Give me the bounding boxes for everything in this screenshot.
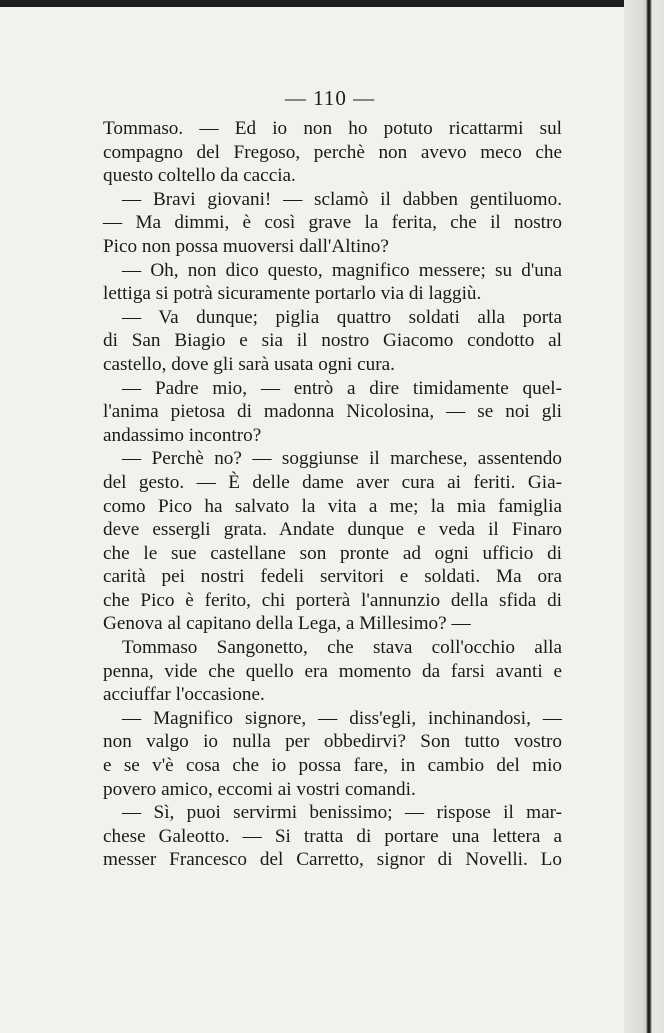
text-line: — Oh, non dico questo, magnifico messere; su d'una bbox=[122, 259, 562, 281]
text-line: Genova al capitano della Lega, a Millesimo? — bbox=[103, 613, 471, 635]
text-line: lettiga si potrà sicuramente portarlo via di laggiù. bbox=[103, 283, 482, 305]
text-line: carità pei nostri fedeli servitori e soldati. Ma ora bbox=[103, 566, 562, 588]
text-line: Tommaso. — Ed io non ho potuto ricattarmi sul bbox=[103, 118, 562, 139]
text-line: Pico non possa muoversi dall'Altino? bbox=[103, 235, 389, 257]
text-line: compagno del Fregoso, perchè non avevo meco che bbox=[103, 141, 562, 163]
text-line: — Magnifico signore, — diss'egli, inchinandosi, — bbox=[122, 707, 562, 729]
text-line: di San Biagio e sia il nostro Giacomo condotto al bbox=[103, 330, 562, 352]
scan-top-edge bbox=[0, 0, 664, 7]
text-line: como Pico ha salvato la vita a me; la mia famiglia bbox=[103, 495, 562, 517]
text-line: messer Francesco del Carretto, signor di Novelli. Lo bbox=[103, 849, 562, 871]
scan-right-edge bbox=[624, 0, 664, 1033]
text-line: che Pico è ferito, chi porterà l'annunzio della sfida di bbox=[103, 589, 562, 611]
text-line: questo coltello da caccia. bbox=[103, 165, 296, 187]
text-line: Tommaso Sangonetto, che stava coll'occhio alla bbox=[122, 637, 562, 659]
text-line: andassimo incontro? bbox=[103, 424, 262, 446]
text-line: del gesto. — È delle dame aver cura ai feriti. Gia- bbox=[103, 471, 562, 493]
text-line: — Ma dimmi, è così grave la ferita, che il nostro bbox=[103, 212, 562, 234]
text-line: — Bravi giovani! — sclamò il dabben gentiluomo. bbox=[122, 188, 562, 210]
text-line: chese Galeotto. — Si tratta di portare una lettera a bbox=[103, 825, 562, 847]
text-line: penna, vide che quello era momento da farsi avanti e bbox=[103, 660, 562, 682]
page-number: — 110 — bbox=[284, 86, 376, 110]
text-line: povero amico, eccomi ai vostri comandi. bbox=[103, 778, 416, 800]
text-line: e se v'è cosa che io possa fare, in cambio del mio bbox=[103, 755, 562, 777]
text-line: deve essergli grata. Andate dunque e veda il Finaro bbox=[103, 519, 562, 541]
text-line: — Padre mio, — entrò a dire timidamente quel- bbox=[122, 377, 562, 399]
text-line: — Sì, puoi servirmi benissimo; — rispose il mar- bbox=[122, 802, 562, 824]
body-text bbox=[103, 117, 562, 872]
text-line: acciuffar l'occasione. bbox=[103, 684, 265, 706]
text-line: — Va dunque; piglia quattro soldati alla porta bbox=[122, 306, 562, 328]
text-line: non valgo io nulla per obbedirvi? Son tutto vostro bbox=[103, 731, 562, 753]
text-line: — Perchè no? — soggiunse il marchese, assentendo bbox=[122, 448, 562, 470]
text-line: che le sue castellane son pronte ad ogni ufficio di bbox=[103, 542, 562, 564]
text-line: l'anima pietosa di madonna Nicolosina, — se noi gli bbox=[103, 401, 562, 423]
text-line: castello, dove gli sarà usata ogni cura. bbox=[103, 353, 395, 375]
